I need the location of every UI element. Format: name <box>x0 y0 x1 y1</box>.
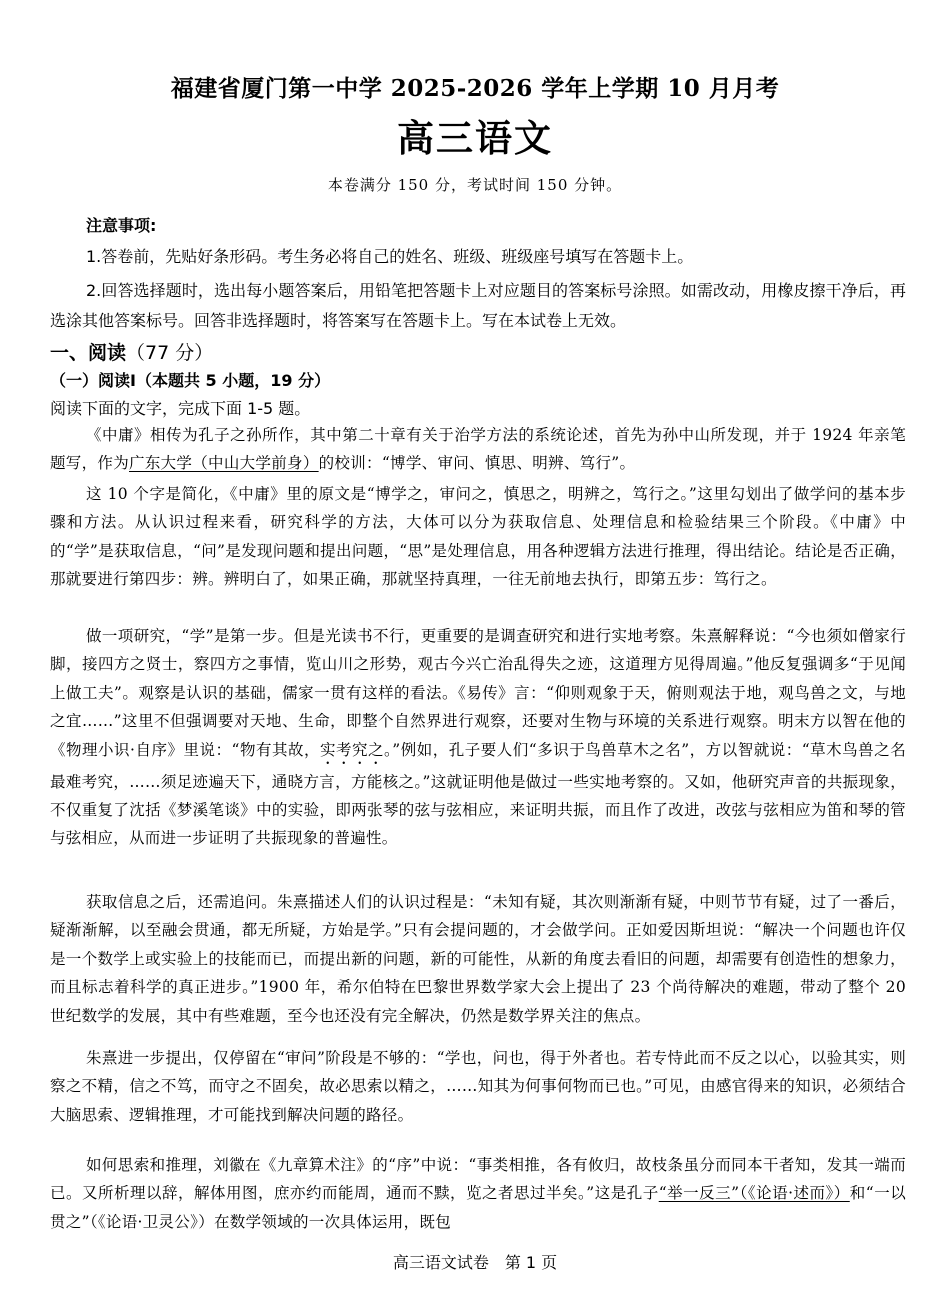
passage-paragraph-6 <box>50 1151 906 1236</box>
exam-info: 本卷满分 150 分，考试时间 150 分钟。 <box>327 176 623 194</box>
paragraph-text: 。”例如，孔子要人们“多识于鸟兽草木之名”，方以智就说：“草木鸟兽之名最难考究，……须足迹遍天下，通晓方言，方能核之。”这就证明他是做过一些实地考察的。又如，他研究声音的共振现象，不仅重复了沈括《梦溪笔谈》中的实验，即两张琴的弦与弦相应，来证明共振，而且作了改进，改弦与弦相应为笛和琴的管与弦相应，从而进一步证明了共振现象的普遍性。 <box>50 740 906 848</box>
underlined-phrase: 广东大学（中山大学前身） <box>129 454 319 473</box>
school-title: 福建省厦门第一中学 2025-2026 学年上学期 10 月月考 <box>170 75 780 102</box>
reading-instruction: 阅读下面的文字，完成下面 1-5 题。 <box>50 399 311 418</box>
notice-item-2: 2.回答选择题时，选出每小题答案后，用铅笔把答题卡上对应题目的答案标号涂照。如需改动，用橡皮擦干净后，再选涂其他答案标号。回答非选择题时，将答案写在答题卡上。写在本试卷上无效。 <box>50 281 906 330</box>
section-title: 一、阅读 <box>50 342 127 364</box>
underlined-phrase: “举一反三”（《论语·述而》） <box>658 1184 850 1203</box>
page-footer: 高三语文试卷 第 1 页 <box>392 1253 558 1272</box>
paragraph-text: 《中庸》相传为孔子之孙所作，其中第二十章有关于治学方法的系统论述，首先为孙中山所发现，并于 1924 年亲笔题写，作为 <box>50 426 906 473</box>
paragraph-text: 的校训：“博学、审问、慎思、明辨、笃行”。 <box>318 454 636 473</box>
paragraph-text: 如何思索和推理，刘徽在《九章算术注》的“序”中说：“事类相推，各有攸归，故枝条虽分而同本干者知，发其一端而已。又所析理以辞，解体用图，庶亦约而能周，通而不黩，览之者思过半矣。”这是孔子 <box>50 1156 906 1203</box>
paragraph-text: 做一项研究，“学”是第一步。但是光读书不行，更重要的是调查研究和进行实地考察。朱熹解释说：“今也须如僧家行脚，接四方之贤士，察四方之事情，览山川之形势，观古今兴亡治乱得失之迹，这道理方见得周遍。”他反复强调多“于见闻上做工夫”。观察是认识的基础，儒家一贯有这样的看法。《易传》言：“仰则观象于天，俯则观法于地，观鸟兽之文，与地之宜……”这里不但强调要对天地、生命，即整个自然界进行观察，还要对生物与环境的关系进行观察。明末方以智在他的《物理小识·自序》里说：“物有其故， <box>50 627 906 759</box>
section-score: （77 分） <box>126 342 214 364</box>
notice-heading: 注意事项: <box>86 216 157 235</box>
subject-title: 高三语文 <box>397 117 553 160</box>
passage-paragraph-3 <box>50 622 906 853</box>
passage-paragraph-2: 这 10 个字是简化，《中庸》里的原文是“博学之，审问之，慎思之，明辨之，笃行之。”这里勾划出了做学问的基本步骤和方法。从认识过程来看，研究科学的方法，大体可以分为获取信息、处理信息和检验结果三个阶段。《中庸》中的“学”是获取信息，“问”是发现问题和提出问题，“思”是处理信息，用各种逻辑方法进行推理，得出结论。结论是否正确，那就要进行第四步：辨。辨明白了，如果正确，那就坚持真理，一往无前地去执行，即第五步：笃行之。 <box>50 485 906 589</box>
emphasized-phrase: 实考究之 <box>319 740 385 759</box>
passage-paragraph-4: 获取信息之后，还需追问。朱熹描述人们的认识过程是：“未知有疑，其次则渐渐有疑，中则节节有疑，过了一番后，疑渐渐解，以至融会贯通，都无所疑，方始是学。”只有会提问题的，才会做学问。正如爱因斯坦说：“解决一个问题也许仅是一个数学上或实验上的技能而已，而提出新的问题，新的可能性，从新的角度去看旧的问题，却需要有创造性的想象力，而且标志着科学的真正进步。”1900 年，希尔伯特在巴黎世界数学家大会上提出了 23 个尚待解决的难题，带动了整个 20 世纪数学的发展，其中有些难题，至今也还没有完全解决，仍然是数学界关注的焦点。 <box>50 893 906 1025</box>
notice-item-1: 1.答卷前，先贴好条形码。考生务必将自己的姓名、班级、班级座号填写在答题卡上。 <box>86 247 694 266</box>
subsection-heading: （一）阅读Ⅰ（本题共 5 小题，19 分） <box>50 371 331 390</box>
paragraph-text: 和“一以贯之”（《论语·卫灵公》）在数学领域的一次具体运用，既包 <box>50 1184 906 1231</box>
section-heading <box>50 338 213 365</box>
passage-paragraph-5: 朱熹进一步提出，仅停留在“审问”阶段是不够的：“学也，问也，得于外者也。若专恃此而不反之以心，以验其实，则察之不精，信之不笃，而守之不固矣，故必思索以精之，……知其为何事何物而已也。”可见，由感官得来的知识，必须结合大脑思索、逻辑推理，才可能找到解决问题的路径。 <box>50 1049 906 1124</box>
passage-paragraph-1 <box>50 421 906 478</box>
